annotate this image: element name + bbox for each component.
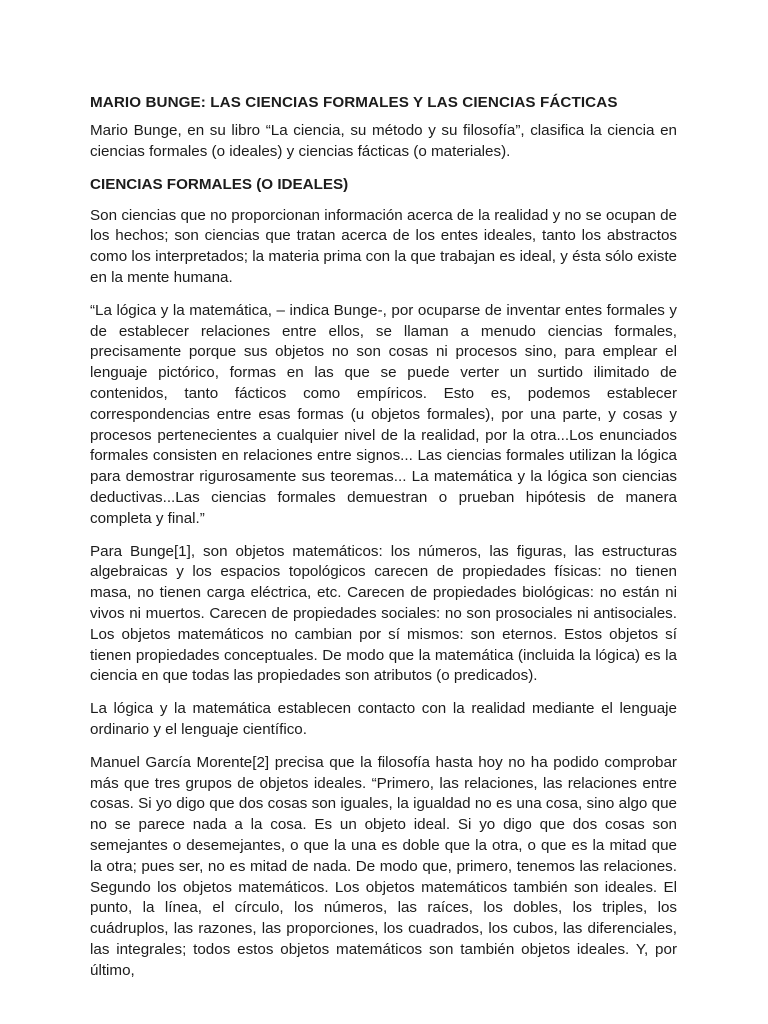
- body-paragraph: Para Bunge[1], son objetos matemáticos: los números, las figuras, las estructuras algebraicas y los espacios topológicos carecen de propiedades físicas: no tienen masa, no tienen carga eléctrica, etc. Carecen de propiedades biológicas: no están ni vivos ni muertos. Carecen de propiedades sociales: no son prosociales ni antisociales. Los objetos matemáticos no cambian por sí mismos: son eternos. Estos objetos sí tienen propiedades conceptuales. De modo que la matemática (incluida la lógica) es la ciencia en que todas las propiedades son atributos (o predicados).: [90, 542, 677, 685]
- document-title: MARIO BUNGE: LAS CIENCIAS FORMALES Y LAS CIENCIAS FÁCTICAS: [90, 94, 618, 111]
- body-paragraph: Son ciencias que no proporcionan información acerca de la realidad y no se ocupan de los hechos; son ciencias que tratan acerca de los entes ideales, tanto los abstractos como los interpretados; la materia prima con la que trabajan es ideal, y ésta sólo existe en la mente humana.: [90, 206, 677, 286]
- intro-paragraph: Mario Bunge, en su libro “La ciencia, su método y su filosofía”, clasifica la ciencia en ciencias formales (o ideales) y ciencias fácticas (o materiales).: [90, 122, 677, 160]
- document-page: [90, 93, 677, 993]
- body-paragraph: “La lógica y la matemática, – indica Bunge-, por ocuparse de inventar entes formales y de establecer relaciones entre ellos, se llaman a menudo ciencias formales, precisamente porque sus objetos no son cosas ni procesos sino, para emplear el lenguaje pictórico, formas en las que se puede verter un surtido ilimitado de contenidos, tanto fácticos como empíricos. Esto es, podemos establecer correspondencias entre esas formas (u objetos formales), por una parte, y cosas y procesos pertenecientes a cualquier nivel de la realidad, por la otra...Los enunciados formales consisten en relaciones entre signos... Las ciencias formales utilizan la lógica para demostrar rigurosamente sus teoremas... La matemática y la lógica son ciencias deductivas...Las ciencias formales demuestran o prueban hipótesis de manera completa y final.”: [90, 301, 677, 527]
- body-paragraph: Manuel García Morente[2] precisa que la filosofía hasta hoy no ha podido comprobar más que tres grupos de objetos ideales. “Primero, las relaciones, las relaciones entre cosas. Si yo digo que dos cosas son iguales, la igualdad no es una cosa, sino algo que no se parece nada a la cosa. Es un objeto ideal. Si yo digo que dos cosas son semejantes o desemejantes, o que la una es doble que la otra, o que es la mitad que la otra; pues ser, no es mitad de nada. De modo que, primero, tenemos las relaciones. Segundo los objetos matemáticos. Los objetos matemáticos también son ideales. El punto, la línea, el círculo, los números, las raíces, los dobles, los triples, los cuádruplos, las razones, las proporciones, los cuadrados, los cubos, las diferenciales, las integrales; todos estos objetos matemáticos son también objetos ideales. Y, por último,: [90, 753, 677, 979]
- body-paragraph: La lógica y la matemática establecen contacto con la realidad mediante el lenguaje ordinario y el lenguaje científico.: [90, 700, 677, 738]
- section-heading: CIENCIAS FORMALES (O IDEALES): [90, 175, 349, 193]
